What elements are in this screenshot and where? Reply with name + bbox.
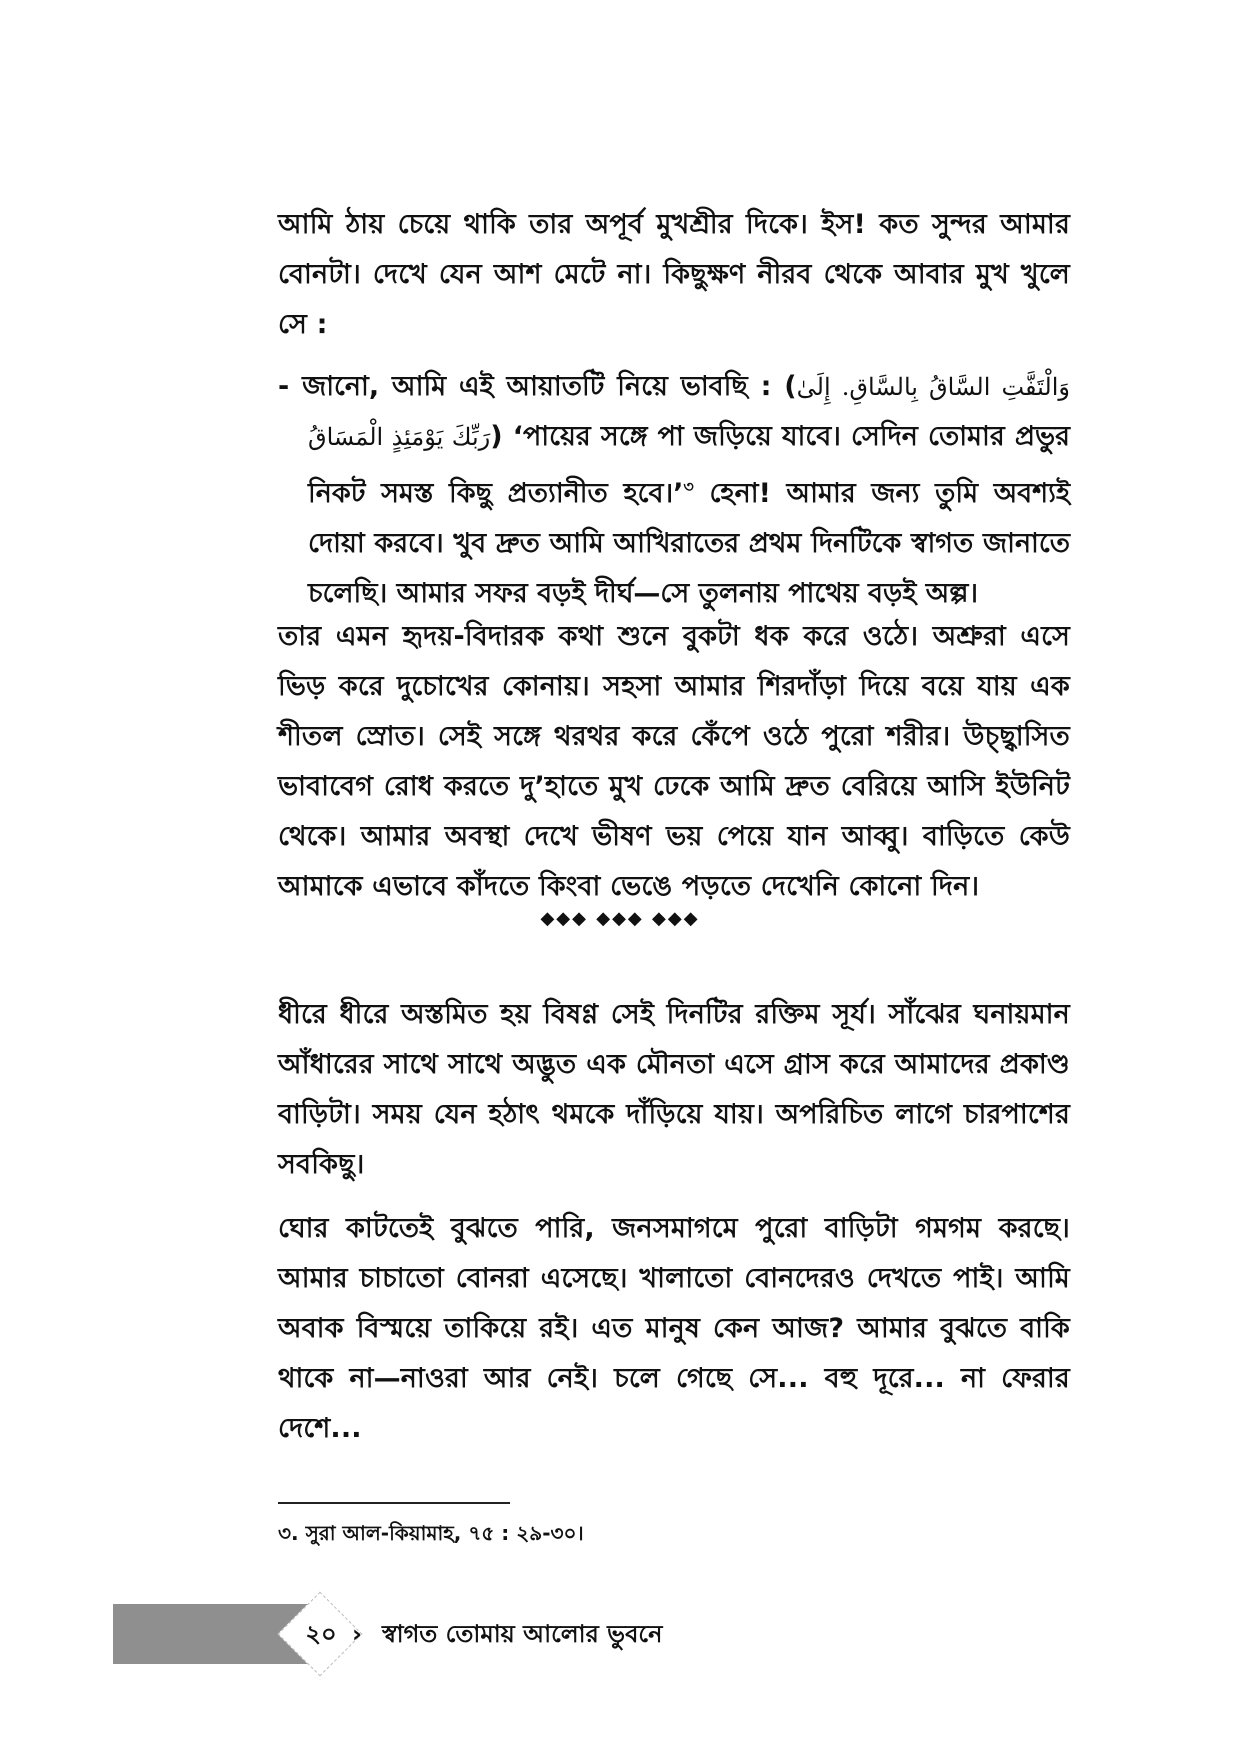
paragraph-1: আমি ঠায় চেয়ে থাকি তার অপূর্ব মুখশ্রীর দিকে। ইস! কত সুন্দর আমার বোনটা। দেখে যেন আশ মেটে না। কিছুক্ষণ নীরব থেকে আবার মুখ খুলে সে : [278, 209, 1070, 340]
quote-translation: ) ‘পায়ের সঙ্গে পা জড়িয়ে যাবে। সেদিন তোমার প্রভুর নিকট সমস্ত কিছু প্রত্যানীত হবে।’ [308, 421, 1070, 509]
quote-paragraph [278, 362, 1070, 619]
paragraph-4: ঘোর কাটতেই বুঝতে পারি, জনসমাগমে পুরো বাড়িটা গমগম করছে। আমার চাচাতো বোনরা এসেছে। খালাতো বোনদেরও দেখতে পাই। আমি অবাক বিস্ময়ে তাকিয়ে রই। এত মানুষ কেন আজ? আমার বুঝতে বাকি থাকে না—নাওরা আর নেই। চলে গেছে সে... বহু দূরে... না ফেরার দেশে... [278, 1213, 1070, 1444]
page-number: ২০ [305, 1620, 337, 1648]
footnote-text: ৩. সুরা আল-কিয়ামাহ, ৭৫ : ২৯-৩০। [278, 1521, 584, 1545]
paragraph-3: ধীরে ধীরে অস্তমিত হয় বিষণ্ণ সেই দিনটির রক্তিম সূর্য। সাঁঝের ঘনায়মান আঁধারের সাথে সাথে অদ্ভুত এক মৌনতা এসে গ্রাস করে আমাদের প্রকাণ্ড বাড়িটা। সময় যেন হঠাৎ থমকে দাঁড়িয়ে যায়। অপরিচিত লাগে চারপাশের সবকিছু। [278, 999, 1070, 1180]
footnote-ref[interactable]: ৩ [683, 477, 694, 496]
running-book-title: স্বাগত তোমায় আলোর ভুবনে [382, 1620, 663, 1648]
paragraph-2: তার এমন হৃদয়-বিদারক কথা শুনে বুকটা ধক করে ওঠে। অশ্রুরা এসে ভিড় করে দুচোখের কোনায়। সহসা আমার শিরদাঁড়া দিয়ে বয়ে যায় এক শীতল স্রোত। সেই সঙ্গে থরথর করে কেঁপে ওঠে পুরো শরীর। উচ্ছ্বাসিত ভাবাবেগ রোধ করতে দু’হাতে মুখ ঢেকে আমি দ্রুত বেরিয়ে আসি ইউনিট থেকে। আমার অবস্থা দেখে ভীষণ ভয় পেয়ে যান আব্বু। বাড়িতে কেউ আমাকে এভাবে কাঁদতে কিংবা ভেঙে পড়তে দেখেনি কোনো দিন। [278, 621, 1070, 902]
chevron-right-icon: › [352, 1620, 362, 1648]
quote-lead: - জানো, আমি এই আয়াতটি নিয়ে ভাবছি : ( [278, 371, 797, 402]
section-separator: ◆◆◆ ◆◆◆ ◆◆◆ [540, 908, 700, 929]
quote-after: হেনা! আমার জন্য তুমি অবশ্যই দোয়া করবে। খুব দ্রুত আমি আখিরাতের প্রথম দিনটিকে স্বাগত জানাতে চলেছি। আমার সফর বড়ই দীর্ঘ—সে তুলনায় পাথেয় বড়ই অল্প। [308, 478, 1070, 609]
quran-verse-arabic: وَالْتَفَّتِ السَّاقُ بِالسَّاقِ. إِلَىٰ رَبِّكَ يَوْمَئِذٍ الْمَسَاقُ [308, 373, 1070, 451]
footnote-divider [278, 1502, 510, 1504]
